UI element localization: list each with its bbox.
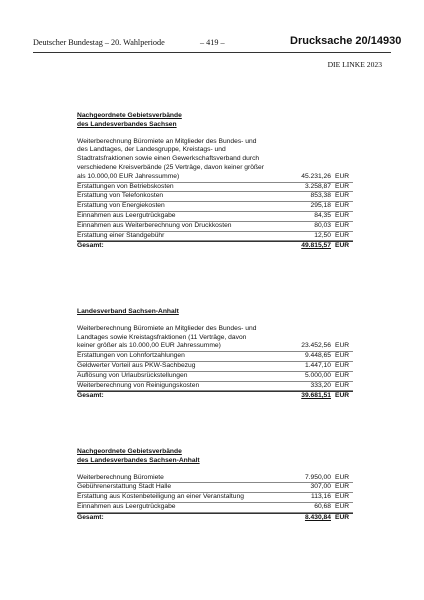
total-row: Gesamt: 49.815,57 EUR [77,241,353,251]
table-row: Erstattung von Telefonkosten 853,38 EUR [77,192,353,202]
section-title-line2: des Landesverbandes Sachsen [77,120,177,128]
table-row: Erstattung von Energiekosten 295,18 EUR [77,202,353,212]
document-number [290,35,401,47]
total-row: Gesamt: 39.681,51 EUR [77,391,353,401]
table-row: Weiterberechnung Büromiete an Mitglieder des Bundes- und Landtages sowie Kreistagsfraktionen (11 Verträge, davon keiner größer als 10.000,00 EUR Jahressumme) 23.452,56 EUR [77,325,353,352]
table-row: Erstattungen von Betriebskosten 3.258,87 EUR [77,183,353,193]
table-row: Auflösung von Urlaubsrückstellungen 5.000,00 EUR [77,372,353,382]
document-number-value: 14930 [370,35,402,47]
section-title: Nachgeordnete Gebietsverbände [77,448,182,455]
total-row: Gesamt: 8.430,84 EUR [77,513,353,523]
table-row: Einnahmen aus Leergutrückgabe 60,68 EUR [77,503,353,513]
table-row: Erstattung einer Standgebühr 12,50 EUR [77,232,353,242]
table-row: Weiterberechnung Büromiete an Mitglieder des Bundes- und des Landtages, der Landesgruppe, Kreistags- und Stadtratsfraktionen sowie einen Gewerkschaftsverband durch verschiedene Kreisverbände (25 Verträge, davon keiner größer als 10.000,00 EUR Jahressumme) 45.231,26 EUR [77,138,353,183]
table-row: Weiterberechnung Büromiete 7.950,00 EUR [77,474,353,484]
section-title: Nachgeordnete Gebietsverbände [77,112,182,119]
table-row: Einnahmen aus Weiterberechnung von Druckkosten 80,03 EUR [77,222,353,232]
section-sachsen-gebietsverbaende [77,112,353,251]
table-row: Einnahmen aus Leergutrückgabe 84,35 EUR [77,212,353,222]
table-row: Weiterberechnung von Reinigungskosten 333,20 EUR [77,382,353,392]
table-row: Erstattung aus Kostenbeteiligung an einer Veranstaltung 113,16 EUR [77,493,353,503]
header-rule [33,52,391,53]
section-sachsen-anhalt-gebietsverbaende [77,448,353,523]
table-row: Gebührenerstattung Stadt Halle 307,00 EUR [77,483,353,493]
party-label: DIE LINKE 2023 [327,60,382,69]
table-row: Erstattungen von Lohnfortzahlungen 9.448,65 EUR [77,352,353,362]
page-number: – 419 – [200,38,225,47]
document-number-prefix: Drucksache 20/ [290,35,371,47]
header-left-text: Deutscher Bundestag – 20. Wahlperiode [33,38,165,47]
table-row: Geldwerter Vorteil aus PKW-Sachbezug 1.447,10 EUR [77,362,353,372]
section-landesverband-sachsen-anhalt [77,308,353,401]
section-title: Landesverband Sachsen-Anhalt [77,308,179,315]
section-title-line2: des Landesverbandes Sachsen-Anhalt [77,456,200,464]
